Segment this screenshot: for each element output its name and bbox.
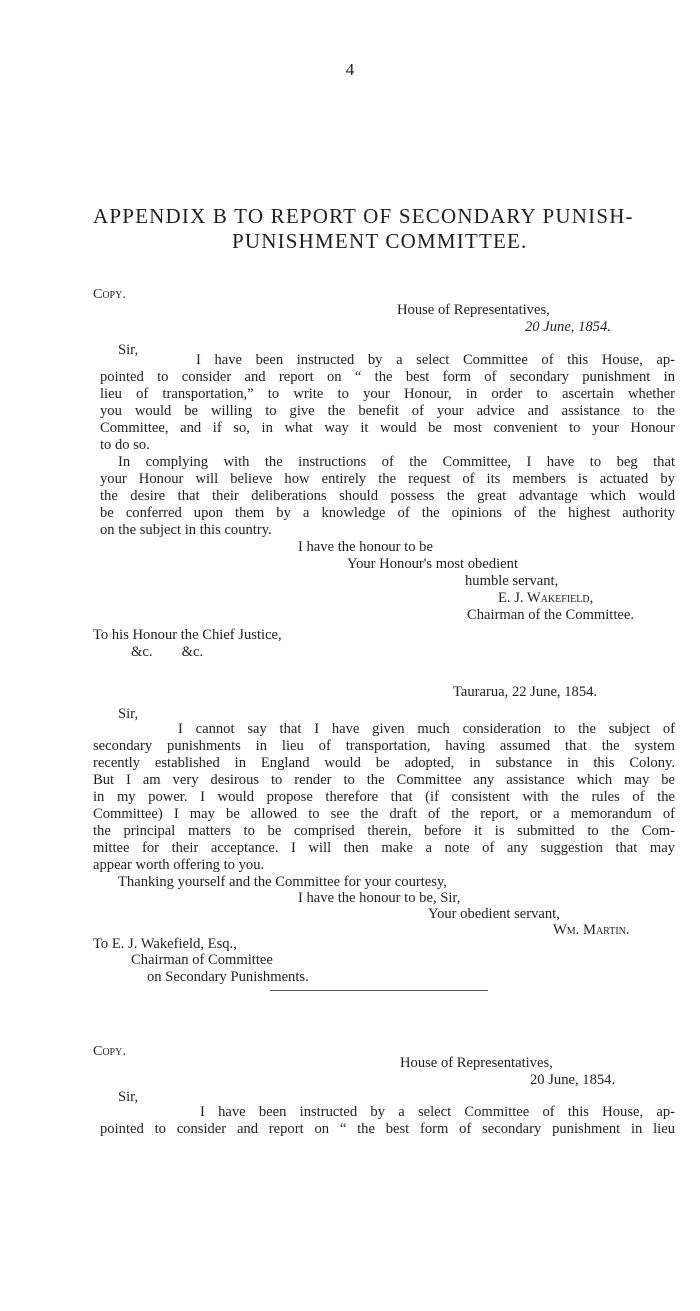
letter-body-line: on the subject in this country. — [100, 522, 272, 538]
letter-closing: I have the honour to be — [298, 539, 433, 555]
copy-label: Copy. — [93, 287, 126, 302]
letter-body-line: Committee) I may be allowed to see the draft of the report, or a memorandum of — [93, 806, 675, 822]
document-title-line-1: APPENDIX B TO REPORT OF SECONDARY PUNISH- — [93, 204, 634, 228]
letter-body-line: In complying with the instructions of the Committee, I have to beg that — [118, 454, 675, 470]
letter-body-line: to do so. — [100, 437, 150, 453]
letter-body-line: the principal matters to be comprised therein, before it is submitted to the Com- — [93, 823, 675, 839]
letter-closing: Your obedient servant, — [428, 906, 560, 922]
letter-address: House of Representatives, — [397, 302, 550, 318]
letter-recipient: Chairman of Committee — [131, 952, 273, 968]
letter-date: 20 June, 1854. — [525, 319, 611, 335]
letter-salutation: Sir, — [118, 342, 139, 358]
letter-body-line: lieu of transportation,” to write to your Honour, in order to ascertain whether — [100, 386, 675, 402]
letter-body-line: I cannot say that I have given much consideration to the subject of — [178, 721, 675, 737]
letter-body-line: secondary punishments in lieu of transportation, having assumed that the system — [93, 738, 675, 754]
letter-recipient: on Secondary Punishments. — [147, 969, 309, 985]
letter-body-line: be conferred upon them by a knowledge of the opinions of the highest authority — [100, 505, 675, 521]
letter-body-line: mittee for their acceptance. I will then make a note of any suggestion that may — [93, 840, 675, 856]
letter-body-line: in my power. I would propose therefore that (if consistent with the rules of the — [93, 789, 675, 805]
letter-body-line: Committee, and if so, in what way it would be most convenient to your Honour — [100, 420, 675, 436]
letter-date: 20 June, 1854. — [530, 1072, 616, 1088]
letter-body-line: appear worth offering to you. — [93, 857, 265, 873]
letter-salutation: Sir, — [118, 706, 139, 722]
letter-signature-title: Chairman of the Committee. — [467, 607, 634, 623]
letter-body-line: you would be willing to give the benefit of your advice and assistance to the — [100, 403, 675, 419]
letter-body-line: I have been instructed by a select Committee of this House, ap- — [196, 352, 675, 368]
letter-body-line: pointed to consider and report on “ the best form of secondary punishment in lieu — [100, 1121, 675, 1137]
letter-recipient-etc: &c. &c. — [131, 644, 204, 660]
letter-body-line: the desire that their deliberations should possess the great advantage which would — [100, 488, 675, 504]
letter-body-line: I have been instructed by a select Committee of this House, ap- — [200, 1104, 675, 1120]
letter-closing: humble servant, — [465, 573, 559, 589]
letter-body-line: But I am very desirous to render to the Committee any assistance which may be — [93, 772, 675, 788]
letter-recipient: To his Honour the Chief Justice, — [93, 627, 282, 643]
letter-recipient: To E. J. Wakefield, Esq., — [93, 936, 237, 952]
letter-body-line: your Honour will believe how entirely the request of its members is actuated by — [100, 471, 675, 487]
letter-place-date: Taurarua, 22 June, 1854. — [453, 684, 598, 700]
letter-closing: I have the honour to be, Sir, — [298, 890, 461, 906]
copy-label: Copy. — [93, 1044, 126, 1059]
letter-body-line: recently established in England would be adopted, in substance in this Colony. — [93, 755, 675, 771]
letter-address: House of Representatives, — [400, 1055, 553, 1071]
letter-salutation: Sir, — [118, 1089, 139, 1105]
letter-thanks: Thanking yourself and the Committee for your courtesy, — [118, 874, 447, 890]
section-divider — [270, 990, 488, 991]
page-number: 4 — [345, 60, 355, 79]
letter-body-line: pointed to consider and report on “ the best form of secondary punishment in — [100, 369, 675, 385]
document-title-line-2: PUNISHMENT COMMITTEE. — [232, 229, 528, 253]
letter-closing: Your Honour's most obedient — [347, 556, 519, 572]
letter-signature: Wm. Martin. — [553, 922, 630, 938]
letter-signature: E. J. Wakefield, — [498, 590, 594, 606]
